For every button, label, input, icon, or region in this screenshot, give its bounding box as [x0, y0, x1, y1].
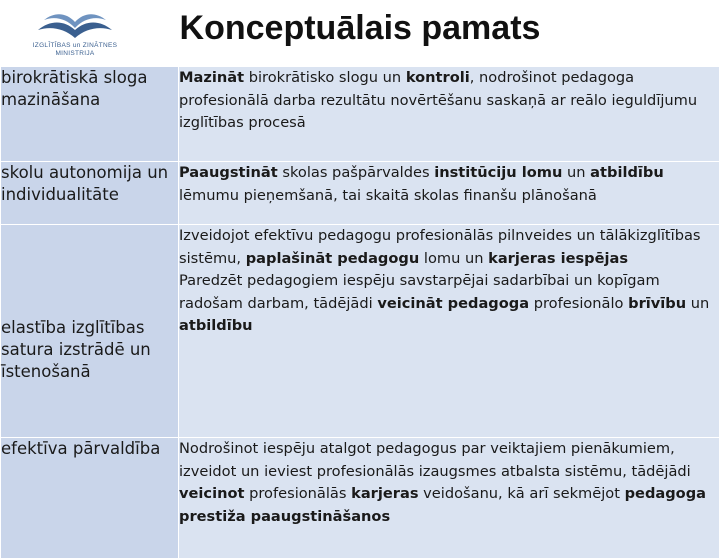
- emphasis-text: institūciju lomu: [434, 164, 563, 181]
- emphasis-text: kontroli: [405, 69, 470, 86]
- open-book-icon: [36, 8, 114, 42]
- body-text: Izveidojot efektīvu pedagogu profesionālās pilnveides un tālākizglītības sistēmu,: [179, 227, 701, 267]
- body-text: skolas pašpārvaldes: [277, 164, 435, 181]
- body-text: profesionālo: [529, 294, 629, 312]
- body-text: Paredzēt pedagogiem iespēju savstarpējai sadarbībai un kopīgam radošam darbam, tādējādi: [179, 272, 660, 312]
- row-description-text-2: [179, 270, 719, 338]
- emphasis-text: karjeras iespējas: [488, 249, 629, 267]
- page-title: Konceptuālais pamats: [179, 9, 541, 47]
- body-text: un: [562, 164, 591, 181]
- row-description-text: [179, 162, 719, 207]
- row-label: efektīva pārvaldība: [1, 438, 179, 559]
- emphasis-text: veicinot: [179, 485, 245, 502]
- row-label: elastība izglītības satura izstrādē un īstenošanā: [1, 225, 179, 438]
- emphasis-text: pedagoga prestiža paaugstināšanos: [179, 485, 706, 525]
- body-text: , nodrošinot pedagoga profesionālā darba rezultātu novērtēšanu saskaņā ar reālo ieguldījumu izglītības procesā: [179, 69, 698, 131]
- body-text: Nodrošinot iespēju atalgot pedagogus par veiktajiem pienākumiem, izveidot un ieviest profesionālās izaugsmes atbalsta sistēmu, tādējādi: [179, 440, 691, 480]
- emphasis-text: veicināt pedagoga: [377, 294, 530, 312]
- body-text: un: [686, 294, 710, 312]
- emphasis-text: brīvību: [628, 294, 687, 312]
- row-description-text: [179, 67, 719, 135]
- body-text: lēmumu pieņemšanā, tai skaitā skolas finanšu plānošanā: [179, 186, 597, 204]
- table-row: [1, 162, 720, 225]
- row-description: [179, 438, 720, 559]
- row-description: [179, 67, 720, 162]
- body-text: veidošanu, kā arī sekmējot: [418, 485, 625, 502]
- body-text: birokrātisko slogu un: [244, 69, 406, 86]
- row-description: [179, 162, 720, 225]
- ministry-logo: [16, 6, 134, 62]
- slide-header: [0, 0, 720, 66]
- row-description-text: [179, 225, 719, 270]
- concept-table: [0, 66, 720, 559]
- row-description: [179, 225, 720, 438]
- body-text: profesionālās: [244, 485, 352, 502]
- row-label: birokrātiskā sloga mazināšana: [1, 67, 179, 162]
- row-description-text: [179, 438, 719, 528]
- table-row: [1, 225, 720, 438]
- logo-text-line1: IZGLĪTĪBAS un ZINĀTNES: [32, 42, 118, 49]
- logo-text-line2: MINISTRIJA: [55, 50, 95, 57]
- table-row: [1, 67, 720, 162]
- body-text: lomu un: [419, 249, 489, 267]
- emphasis-text: paplašināt pedagogu: [245, 249, 420, 267]
- table-row: [1, 438, 720, 559]
- emphasis-text: Mazināt: [179, 69, 245, 86]
- emphasis-text: atbildību: [179, 317, 253, 334]
- row-label: skolu autonomija un individualitāte: [1, 162, 179, 225]
- emphasis-text: karjeras: [351, 485, 419, 502]
- emphasis-text: Paaugstināt: [179, 164, 278, 181]
- emphasis-text: atbildību: [590, 164, 664, 181]
